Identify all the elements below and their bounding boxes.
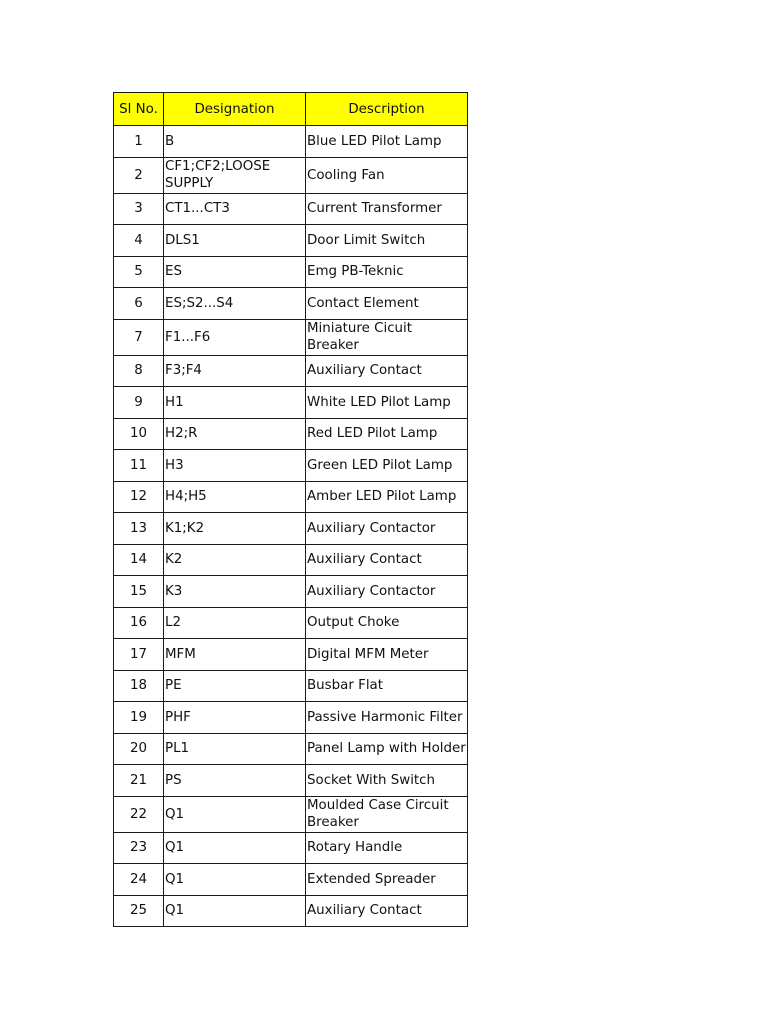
cell-description: Auxiliary Contactor [306, 576, 468, 608]
cell-description: Extended Spreader [306, 864, 468, 896]
cell-sl-no: 11 [114, 450, 164, 482]
cell-description: Digital MFM Meter [306, 639, 468, 671]
cell-description: Passive Harmonic Filter [306, 702, 468, 734]
cell-sl-no: 24 [114, 864, 164, 896]
table-row [114, 544, 468, 576]
cell-sl-no: 5 [114, 256, 164, 288]
table-row [114, 225, 468, 257]
cell-sl-no: 14 [114, 544, 164, 576]
table-header-row [114, 93, 468, 126]
component-table [113, 92, 468, 927]
cell-sl-no: 10 [114, 418, 164, 450]
cell-designation: ES [164, 256, 306, 288]
cell-designation: ES;S2...S4 [164, 288, 306, 320]
cell-sl-no: 25 [114, 895, 164, 927]
cell-sl-no: 16 [114, 607, 164, 639]
table-row [114, 288, 468, 320]
cell-sl-no: 1 [114, 126, 164, 158]
cell-designation: DLS1 [164, 225, 306, 257]
component-list-sheet [113, 92, 468, 927]
cell-description: Green LED Pilot Lamp [306, 450, 468, 482]
cell-description: White LED Pilot Lamp [306, 387, 468, 419]
cell-description: Door Limit Switch [306, 225, 468, 257]
cell-designation: F1...F6 [164, 319, 306, 355]
table-row [114, 832, 468, 864]
cell-designation: K1;K2 [164, 513, 306, 545]
cell-sl-no: 4 [114, 225, 164, 257]
cell-description: Auxiliary Contact [306, 355, 468, 387]
cell-designation: CF1;CF2;LOOSE SUPPLY [164, 157, 306, 193]
cell-description: Current Transformer [306, 193, 468, 225]
cell-sl-no: 13 [114, 513, 164, 545]
cell-sl-no: 19 [114, 702, 164, 734]
cell-sl-no: 7 [114, 319, 164, 355]
cell-designation: PHF [164, 702, 306, 734]
header-designation: Designation [164, 93, 306, 126]
table-row [114, 864, 468, 896]
cell-sl-no: 22 [114, 796, 164, 832]
cell-designation: H1 [164, 387, 306, 419]
table-row [114, 576, 468, 608]
table-row [114, 126, 468, 158]
cell-description: Auxiliary Contact [306, 544, 468, 576]
cell-sl-no: 3 [114, 193, 164, 225]
cell-description: Miniature Cicuit Breaker [306, 319, 468, 355]
header-sl-no: Sl No. [114, 93, 164, 126]
cell-description: Auxiliary Contact [306, 895, 468, 927]
cell-designation: H3 [164, 450, 306, 482]
cell-description: Auxiliary Contactor [306, 513, 468, 545]
cell-sl-no: 15 [114, 576, 164, 608]
table-row [114, 256, 468, 288]
cell-sl-no: 23 [114, 832, 164, 864]
cell-sl-no: 21 [114, 765, 164, 797]
table-row [114, 157, 468, 193]
cell-designation: Q1 [164, 796, 306, 832]
cell-designation: Q1 [164, 832, 306, 864]
table-row [114, 513, 468, 545]
table-row [114, 319, 468, 355]
cell-designation: Q1 [164, 895, 306, 927]
cell-description: Red LED Pilot Lamp [306, 418, 468, 450]
cell-sl-no: 17 [114, 639, 164, 671]
table-row [114, 387, 468, 419]
cell-designation: B [164, 126, 306, 158]
cell-description: Cooling Fan [306, 157, 468, 193]
table-row [114, 193, 468, 225]
cell-designation: PS [164, 765, 306, 797]
cell-designation: L2 [164, 607, 306, 639]
table-row [114, 702, 468, 734]
table-row [114, 450, 468, 482]
cell-description: Socket With Switch [306, 765, 468, 797]
cell-description: Emg PB-Teknic [306, 256, 468, 288]
cell-designation: K3 [164, 576, 306, 608]
cell-designation: PL1 [164, 733, 306, 765]
table-row [114, 670, 468, 702]
table-row [114, 607, 468, 639]
header-description: Description [306, 93, 468, 126]
table-row [114, 355, 468, 387]
cell-description: Panel Lamp with Holder [306, 733, 468, 765]
cell-designation: Q1 [164, 864, 306, 896]
cell-description: Output Choke [306, 607, 468, 639]
cell-description: Moulded Case Circuit Breaker [306, 796, 468, 832]
table-row [114, 418, 468, 450]
cell-sl-no: 2 [114, 157, 164, 193]
table-row [114, 765, 468, 797]
cell-sl-no: 12 [114, 481, 164, 513]
cell-designation: PE [164, 670, 306, 702]
cell-description: Busbar Flat [306, 670, 468, 702]
cell-description: Blue LED Pilot Lamp [306, 126, 468, 158]
table-row [114, 895, 468, 927]
cell-sl-no: 8 [114, 355, 164, 387]
cell-sl-no: 20 [114, 733, 164, 765]
table-row [114, 639, 468, 671]
cell-designation: H2;R [164, 418, 306, 450]
cell-designation: H4;H5 [164, 481, 306, 513]
table-row [114, 481, 468, 513]
cell-designation: K2 [164, 544, 306, 576]
cell-description: Amber LED Pilot Lamp [306, 481, 468, 513]
cell-sl-no: 9 [114, 387, 164, 419]
cell-sl-no: 6 [114, 288, 164, 320]
cell-sl-no: 18 [114, 670, 164, 702]
table-row [114, 796, 468, 832]
cell-designation: F3;F4 [164, 355, 306, 387]
table-row [114, 733, 468, 765]
cell-designation: CT1...CT3 [164, 193, 306, 225]
cell-description: Rotary Handle [306, 832, 468, 864]
cell-designation: MFM [164, 639, 306, 671]
cell-description: Contact Element [306, 288, 468, 320]
